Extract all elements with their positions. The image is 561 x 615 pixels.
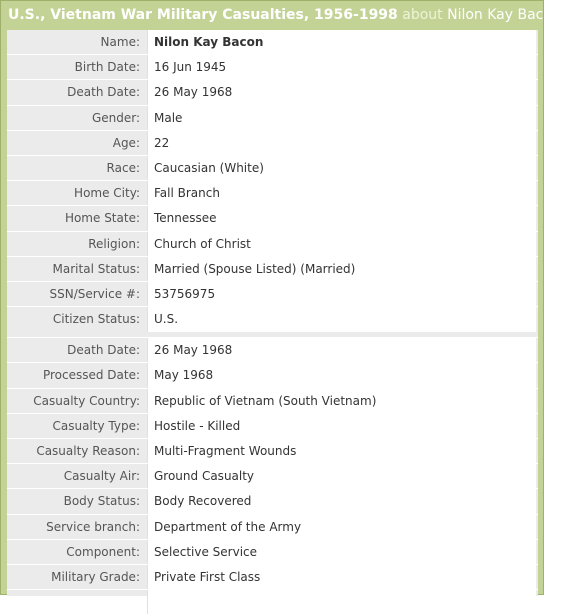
field-label: Death Date: <box>67 343 140 358</box>
field-value: 22 <box>147 131 536 155</box>
field-label: Casualty Country: <box>33 393 140 408</box>
record-row-casualty-reason <box>7 439 538 464</box>
record-row-home-city <box>7 181 538 206</box>
field-value-empty <box>147 590 536 614</box>
field-label: Marital Status: <box>52 261 140 276</box>
record-table <box>7 30 538 596</box>
field-label: Age: <box>112 135 140 150</box>
field-value: 26 May 1968 <box>147 338 536 362</box>
field-label: Processed Date: <box>42 368 140 383</box>
field-label: Service branch: <box>46 519 140 534</box>
record-row-component <box>7 540 538 565</box>
collection-title[interactable]: U.S., Vietnam War Military Casualties, 1956-1998 <box>8 7 398 23</box>
field-value: Caucasian (White) <box>147 156 536 180</box>
field-label: Name: <box>100 35 140 49</box>
record-row-birth-date <box>7 55 538 80</box>
record-row-citizen-status <box>7 307 538 332</box>
field-value: Multi-Fragment Wounds <box>147 439 536 463</box>
field-label: Religion: <box>88 236 140 251</box>
field-label: Gender: <box>91 110 140 125</box>
record-row-marital-status <box>7 257 538 282</box>
field-label: SSN/Service #: <box>49 286 140 301</box>
field-label: Military Grade: <box>51 569 140 584</box>
field-value: Church of Christ <box>147 232 536 256</box>
record-row-race <box>7 156 538 181</box>
record-row-home-state <box>7 206 538 231</box>
record-row-ssn <box>7 282 538 307</box>
record-row-death-date-2 <box>7 338 538 363</box>
record-row-gender <box>7 106 538 131</box>
record-header <box>1 1 561 30</box>
field-label: Casualty Type: <box>52 418 140 433</box>
field-value: Body Recovered <box>147 489 536 513</box>
field-value: May 1968 <box>147 363 536 387</box>
field-label: Home State: <box>64 211 140 226</box>
field-label: Casualty Air: <box>63 469 140 484</box>
field-label: Birth Date: <box>74 60 140 75</box>
field-label: Home City: <box>74 186 140 201</box>
field-value: Male <box>147 106 536 130</box>
field-value: Married (Spouse Listed) (Married) <box>147 257 536 281</box>
field-value: Tennessee <box>147 206 536 230</box>
field-value: U.S. <box>147 307 536 332</box>
field-value-name: Nilon Kay Bacon <box>147 30 536 54</box>
record-row-age <box>7 131 538 156</box>
record-row-death-date <box>7 80 538 105</box>
field-value: Ground Casualty <box>147 464 536 488</box>
record-row-partial <box>7 590 538 615</box>
field-label: Body Status: <box>63 494 140 509</box>
field-label: Casualty Reason: <box>36 444 140 458</box>
field-value: Private First Class <box>147 565 536 589</box>
field-value: Selective Service <box>147 540 536 564</box>
field-value: Department of the Army <box>147 515 536 539</box>
record-row-religion <box>7 232 538 257</box>
record-row-casualty-type <box>7 414 538 439</box>
record-row-name <box>7 30 538 55</box>
field-label: Race: <box>106 160 140 175</box>
field-value: 26 May 1968 <box>147 80 536 104</box>
field-label: Death Date: <box>67 85 140 100</box>
person-name-header: Nilon Kay Bacon <box>447 7 561 23</box>
record-row-military-grade <box>7 565 538 590</box>
field-value: 16 Jun 1945 <box>147 55 536 79</box>
record-row-casualty-country <box>7 389 538 414</box>
field-label: Citizen Status: <box>52 312 140 327</box>
field-value: 53756975 <box>147 282 536 306</box>
record-row-casualty-air <box>7 464 538 489</box>
field-value: Hostile - Killed <box>147 414 536 438</box>
record-row-body-status <box>7 489 538 514</box>
record-row-processed-date <box>7 363 538 388</box>
field-value: Fall Branch <box>147 181 536 205</box>
record-row-service-branch <box>7 515 538 540</box>
about-text: about <box>402 7 448 23</box>
field-label: Component: <box>66 544 140 559</box>
field-value: Republic of Vietnam (South Vietnam) <box>147 389 536 413</box>
field-label-empty <box>7 590 147 614</box>
